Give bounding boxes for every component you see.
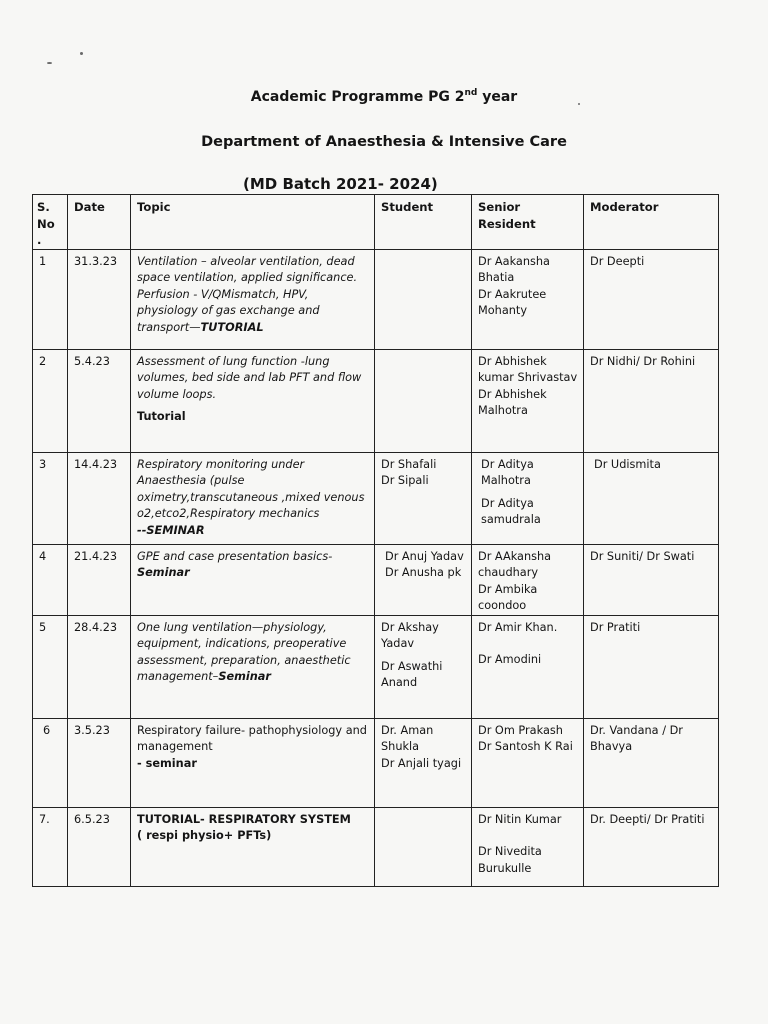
cell-date: 6.5.23 (68, 807, 131, 886)
cell-topic: Ventilation – alveolar ventilation, dead space ventilation, applied significance. Perfusion - V/QMismatch, HPV, physiology of gas exchange and transport—TUTORIAL (131, 249, 375, 349)
cell-sno: 3 (33, 452, 68, 544)
table-header-row (33, 195, 719, 250)
cell-student: Dr Akshay Yadav Dr Aswathi Anand (375, 615, 472, 718)
schedule-table (32, 194, 719, 887)
cell-student: Dr Anuj Yadav Dr Anusha pk (375, 544, 472, 615)
cell-sno: 1 (33, 249, 68, 349)
column-header-topic: Topic (131, 195, 375, 250)
cell-date: 14.4.23 (68, 452, 131, 544)
cell-sno: 4 (33, 544, 68, 615)
cell-senior-resident: Dr Aditya Malhotra Dr Aditya samudrala (472, 452, 584, 544)
programme-title: Academic Programme PG 2nd year (250, 88, 518, 105)
cell-student (375, 249, 472, 349)
cell-sno: 5 (33, 615, 68, 718)
cell-topic: Assessment of lung function -lung volumes, bed side and lab PFT and flow volume loops. Tutorial (131, 349, 375, 452)
column-header-senior-resident: Senior Resident (472, 195, 584, 250)
cell-moderator: Dr. Vandana / Dr Bhavya (584, 718, 719, 807)
column-header-moderator: Moderator (584, 195, 719, 250)
cell-senior-resident: Dr Amir Khan. Dr Amodini (472, 615, 584, 718)
cell-date: 3.5.23 (68, 718, 131, 807)
scan-speck (47, 62, 52, 64)
scan-speck (80, 52, 83, 55)
column-header-date: Date (68, 195, 131, 250)
cell-moderator: Dr Pratiti (584, 615, 719, 718)
table-row (33, 615, 719, 718)
table-row (33, 807, 719, 886)
cell-moderator: Dr Udismita (584, 452, 719, 544)
cell-moderator: Dr Deepti (584, 249, 719, 349)
cell-date: 5.4.23 (68, 349, 131, 452)
cell-student: Dr. Aman Shukla Dr Anjali tyagi (375, 718, 472, 807)
table-row (33, 718, 719, 807)
department-title: Department of Anaesthesia & Intensive Care (201, 134, 567, 150)
table-row (33, 349, 719, 452)
table-row (33, 452, 719, 544)
cell-student (375, 807, 472, 886)
cell-topic: Respiratory failure- pathophysiology and management - seminar (131, 718, 375, 807)
cell-moderator: Dr Suniti/ Dr Swati (584, 544, 719, 615)
cell-date: 21.4.23 (68, 544, 131, 615)
cell-senior-resident: Dr Om Prakash Dr Santosh K Rai (472, 718, 584, 807)
cell-sno: 2 (33, 349, 68, 452)
cell-student (375, 349, 472, 452)
cell-topic: Respiratory monitoring under Anaesthesia (pulse oximetry,transcutaneous ,mixed venous o2,etco2,Respiratory mechanics --SEMINAR (131, 452, 375, 544)
batch-title: (MD Batch 2021- 2024) (243, 175, 438, 193)
cell-date: 28.4.23 (68, 615, 131, 718)
cell-sno: 6 (33, 718, 68, 807)
table-row (33, 544, 719, 615)
cell-student: Dr Shafali Dr Sipali (375, 452, 472, 544)
cell-topic: GPE and case presentation basics- Seminar (131, 544, 375, 615)
cell-senior-resident: Dr AAkansha chaudhary Dr Ambika coondoo (472, 544, 584, 615)
table-row (33, 249, 719, 349)
cell-senior-resident: Dr Abhishek kumar Shrivastav Dr Abhishek Malhotra (472, 349, 584, 452)
cell-moderator: Dr. Deepti/ Dr Pratiti (584, 807, 719, 886)
column-header-student: Student (375, 195, 472, 250)
cell-date: 31.3.23 (68, 249, 131, 349)
column-header-sno: S. No . (33, 195, 68, 250)
cell-senior-resident: Dr Nitin Kumar Dr Nivedita Burukulle (472, 807, 584, 886)
cell-sno: 7. (33, 807, 68, 886)
cell-moderator: Dr Nidhi/ Dr Rohini (584, 349, 719, 452)
cell-senior-resident: Dr Aakansha Bhatia Dr Aakrutee Mohanty (472, 249, 584, 349)
cell-topic: TUTORIAL- RESPIRATORY SYSTEM ( respi physio+ PFTs) (131, 807, 375, 886)
cell-topic: One lung ventilation—physiology, equipment, indications, preoperative assessment, preparation, anaesthetic management–Seminar (131, 615, 375, 718)
